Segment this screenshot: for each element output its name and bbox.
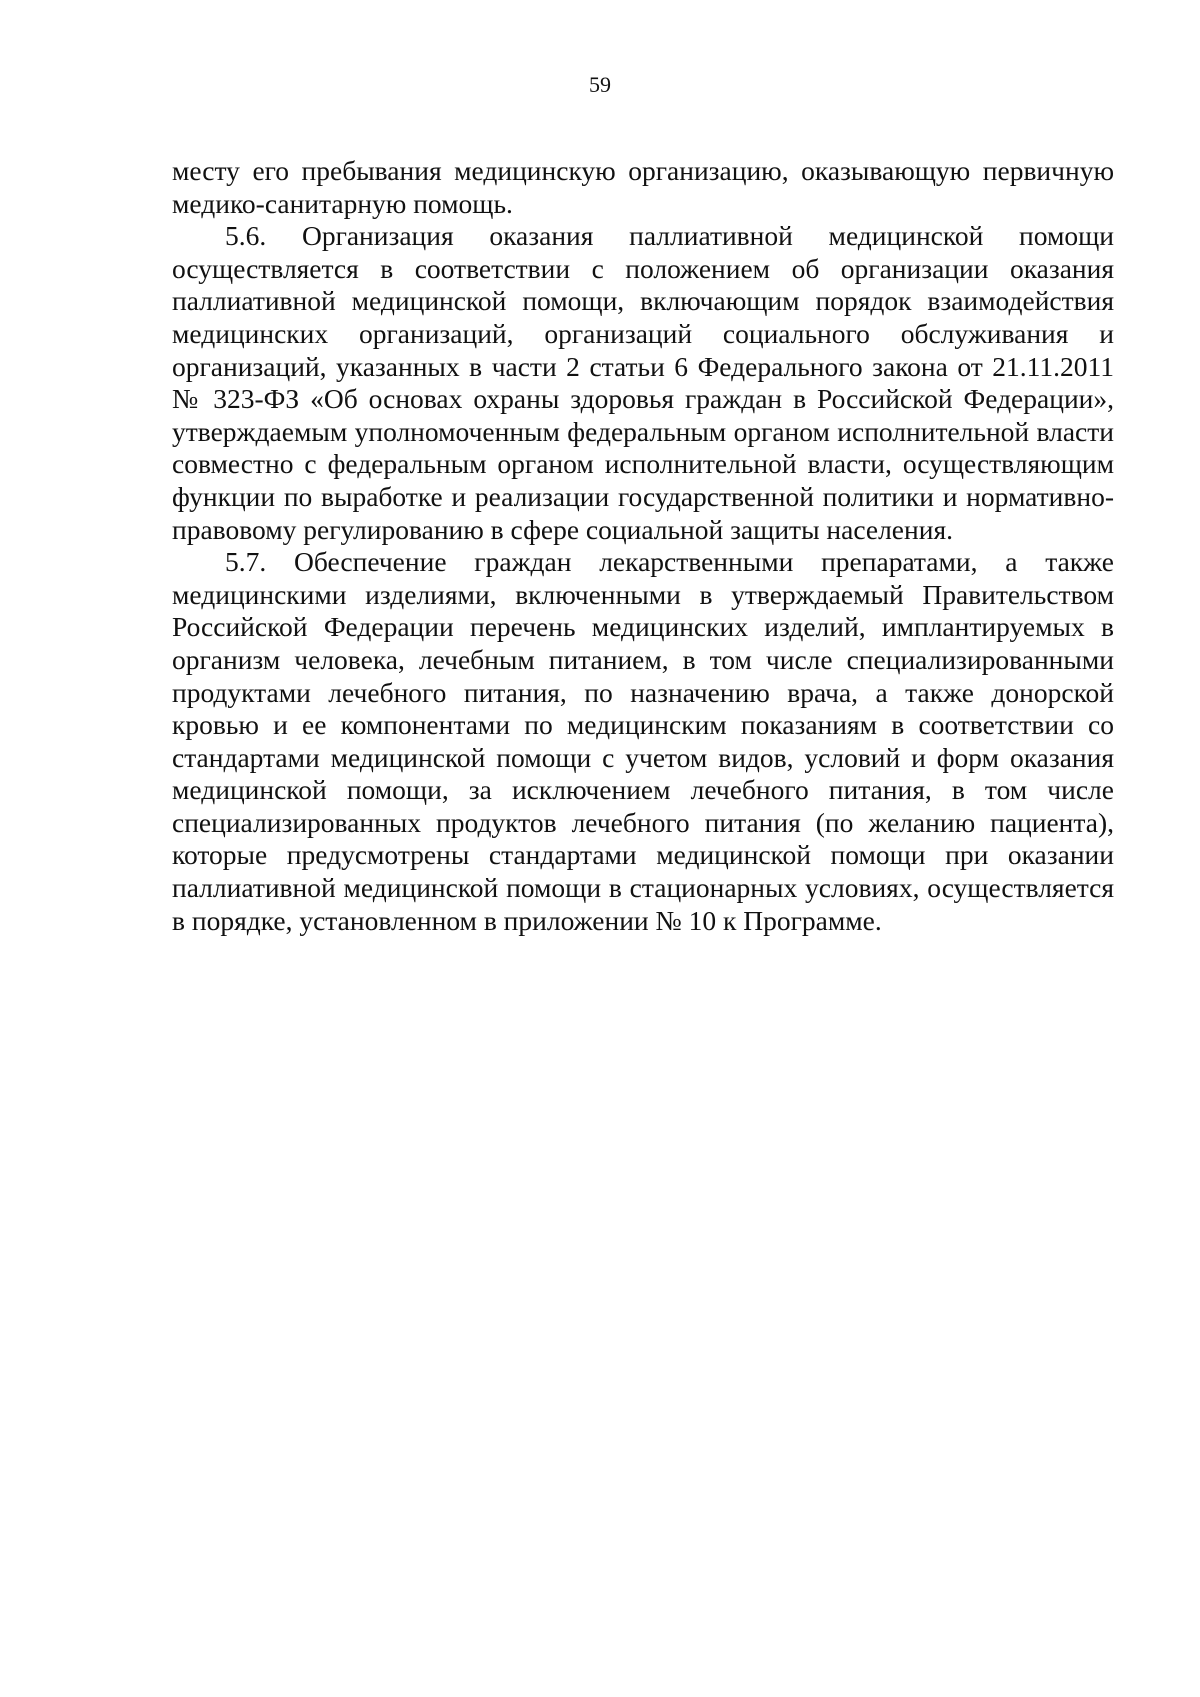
paragraph-continuation: месту его пребывания медицинскую организацию, оказывающую первичную медико-санитарную помощь. [172, 155, 1114, 219]
paragraph-5-6: 5.6. Организация оказания паллиативной медицинской помощи осуществляется в соответствии с положением об организации оказания паллиативной медицинской помощи, включающим порядок взаимодействия медицинских организаций, организаций социального обслуживания и организаций, указанных в части 2 статьи 6 Федерального закона от 21.11.2011 № 323-ФЗ «Об основах охраны здоровья граждан в Российской Федерации», утверждаемым уполномоченным федеральным органом исполнительной власти совместно с федеральным органом исполнительной власти, осуществляющим функции по выработке и реализации государственной политики и нормативно-правовому регулированию в сфере социальной защиты населения. [172, 220, 1114, 545]
document-body [172, 155, 1114, 937]
page-number: 59 [589, 72, 611, 97]
paragraph-5-7: 5.7. Обеспечение граждан лекарственными препаратами, а также медицинскими изделиями, включенными в утверждаемый Правительством Российской Федерации перечень медицинских изделий, имплантируемых в организм человека, лечебным питанием, в том числе специализированными продуктами лечебного питания, по назначению врача, а также донорской кровью и ее компонентами по медицинским показаниям в соответствии со стандартами медицинской помощи с учетом видов, условий и форм оказания медицинской помощи, за исключением лечебного питания, в том числе специализированных продуктов лечебного питания (по желанию пациента), которые предусмотрены стандартами медицинской помощи при оказании паллиативной медицинской помощи в стационарных условиях, осуществляется в порядке, установленном в приложении № 10 к Программе. [172, 546, 1114, 936]
